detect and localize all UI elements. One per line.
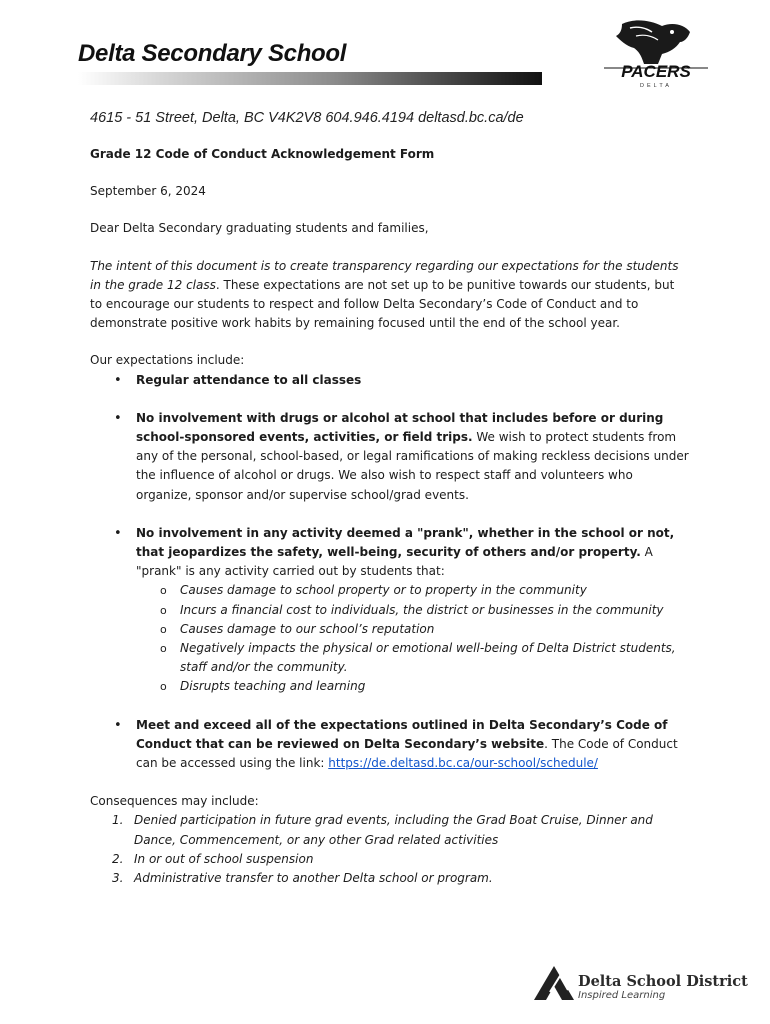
expectations-list [90,371,690,774]
horse-head-icon [616,20,690,64]
expectation-rest: . The Code of Conduct can be accessed using the link: [136,736,678,771]
intent-rest: . These expectations are not set up to be punitive towards our students, but to encourage our students to respect and follow Delta Secondary’s Code of Conduct and to demonstrate positive work habits by remaining focused until the end of the school year. [90,277,675,331]
school-address: 4615 - 51 Street, Delta, BC V4K2V8 604.946.4194 deltasd.bc.ca/de [90,110,524,126]
form-title: Grade 12 Code of Conduct Acknowledgement Form [90,147,435,161]
greeting: Dear Delta Secondary graduating students and families, [90,221,429,236]
expectation-bold: No involvement with drugs or alcohol at school that includes before or during school-sponsored events, activities, or field trips. [136,410,664,445]
expectation-bold: No involvement in any activity deemed a "prank", whether in the school or not, that jeopardizes the safety, well-being, security of others and/or property. [136,525,675,560]
consequence-item [90,811,690,849]
consequences-list [90,811,690,888]
document-body [90,145,690,888]
intent-italic: The intent of this document is to create transparency regarding our expectations for the students in the grade 12 class [90,258,679,292]
prank-item: o Causes damage to school property or to property in the community [136,581,690,600]
expectation-bold: Regular attendance to all classes [136,372,362,387]
consequence-item [90,869,690,888]
school-name-heading: Delta Secondary School [78,40,347,67]
consequence-item [90,850,690,869]
prank-item: o Negatively impacts the physical or emotional well-being of Delta District students, staff and/or the community. [136,639,690,677]
consequence-text: Denied participation in future grad events, including the Grad Boat Cruise, Dinner and Dance, Commencement, or any other Grad related activities [134,813,653,847]
intent-paragraph [90,257,690,334]
logo-text: PACERS [621,62,691,81]
expectation-item [90,716,690,774]
prank-sublist [136,581,690,696]
document-date: September 6, 2024 [90,184,206,199]
expectation-bold: Meet and exceed all of the expectations outlined in Delta Secondary’s Code of Conduct that can be reviewed on Delta Secondary’s website [136,717,668,751]
pacers-logo [600,18,712,90]
expectation-item [90,409,690,505]
code-of-conduct-link[interactable]: https://de.deltasd.bc.ca/our-school/schedule/ [328,756,598,771]
logo-subtext: DELTA [640,83,672,89]
consequence-text: In or out of school suspension [134,851,314,866]
expectation-item [90,524,690,697]
prank-item: o Incurs a financial cost to individuals, the district or businesses in the community [136,601,690,620]
expectation-rest: A "prank" is any activity carried out by students that: [136,545,653,579]
prank-item: o Causes damage to our school’s reputation [136,620,690,639]
consequence-number: 1. [112,813,124,828]
consequence-number: 2. [112,851,124,866]
expectation-rest: We wish to protect students from any of the personal, school-based, or legal ramifications of making reckless decisions under the influence of alcohol or drugs. We also wish to respect staff and volunteers who organize, sponsor and/or supervise school/grad events. [136,430,689,502]
expectation-item [90,371,690,390]
consequence-text: Administrative transfer to another Delta school or program. [134,871,493,886]
prank-item: o Disrupts teaching and learning [136,677,690,696]
consequence-number: 3. [112,871,124,886]
header-gradient-bar [78,72,542,85]
district-tagline: Inspired Learning [578,990,666,1001]
expectations-intro: Our expectations include: [90,353,245,368]
district-name: Delta School District [578,973,748,990]
consequences-intro: Consequences may include: [90,794,259,809]
